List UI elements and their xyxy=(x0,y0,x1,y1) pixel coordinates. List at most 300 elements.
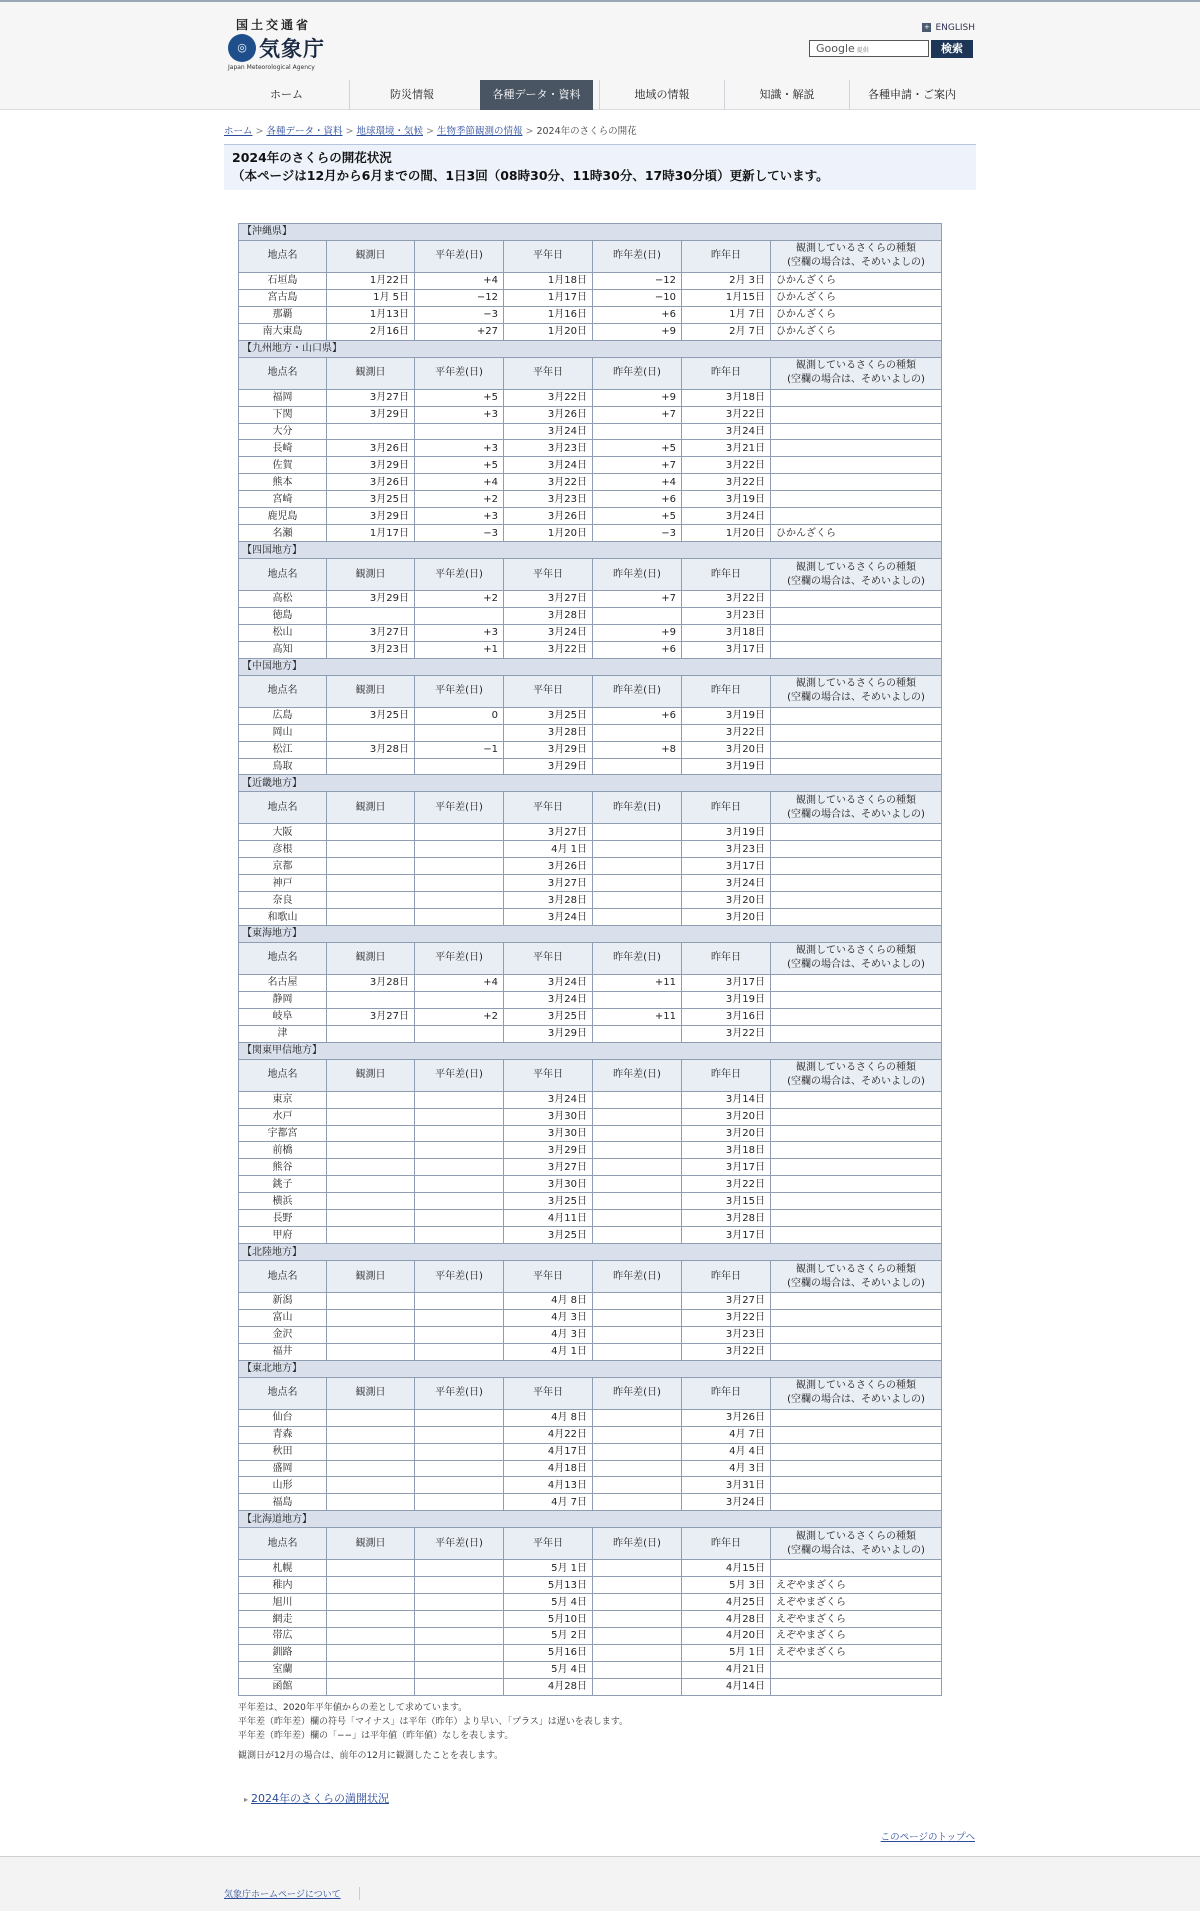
diff-normal xyxy=(415,724,504,741)
observed-date xyxy=(327,1644,415,1661)
diff-last-year xyxy=(593,724,682,741)
observed-date xyxy=(327,1125,415,1142)
last-year-date: 1月 7日 xyxy=(682,306,771,323)
normal-date: 4月 3日 xyxy=(504,1326,593,1343)
global-nav xyxy=(224,80,976,110)
last-year-date: 3月17日 xyxy=(682,1227,771,1244)
observed-date xyxy=(327,1025,415,1042)
diff-normal xyxy=(415,1210,504,1227)
diff-normal xyxy=(415,1142,504,1159)
last-year-date: 2月 7日 xyxy=(682,323,771,340)
cherry-kind xyxy=(771,1343,942,1360)
column-header: 平年差(日) xyxy=(415,792,504,824)
table-row xyxy=(239,991,942,1008)
station-name: 網走 xyxy=(239,1611,327,1628)
last-year-date: 3月22日 xyxy=(682,591,771,608)
table-header-row xyxy=(239,357,942,389)
note-line: 観測日が12月の場合は、前年の12月に観測したことを表します。 xyxy=(238,1751,504,1761)
column-header: 平年差(日) xyxy=(415,675,504,707)
normal-date: 3月24日 xyxy=(504,457,593,474)
diff-last-year xyxy=(593,1025,682,1042)
last-year-date: 3月23日 xyxy=(682,841,771,858)
column-header: 平年差(日) xyxy=(415,357,504,389)
breadcrumb-link[interactable]: 生物季節観測の情報 xyxy=(436,126,523,137)
station-name: 徳島 xyxy=(239,607,327,624)
station-name: 長崎 xyxy=(239,440,327,457)
table-row xyxy=(239,1460,942,1477)
station-name: 宮古島 xyxy=(239,289,327,306)
column-header-kind-line1: 観測しているさくらの種類 xyxy=(796,678,916,690)
column-header: 観測日 xyxy=(327,792,415,824)
search-input[interactable] xyxy=(809,40,929,57)
nav-item[interactable]: 地域の情報 xyxy=(599,80,724,110)
column-header: 観測日 xyxy=(327,1528,415,1560)
last-year-date: 3月24日 xyxy=(682,1494,771,1511)
cherry-kind xyxy=(771,991,942,1008)
breadcrumb-link[interactable]: ホーム xyxy=(224,126,253,137)
column-header-kind xyxy=(771,1528,942,1560)
jma-logo[interactable] xyxy=(228,16,338,72)
diff-last-year xyxy=(593,1193,682,1210)
diff-last-year xyxy=(593,1443,682,1460)
diff-normal xyxy=(415,1108,504,1125)
normal-date: 1月20日 xyxy=(504,525,593,542)
table-row xyxy=(239,1644,942,1661)
cherry-kind xyxy=(771,758,942,775)
last-year-date: 3月22日 xyxy=(682,724,771,741)
normal-date: 3月30日 xyxy=(504,1108,593,1125)
station-name: 名古屋 xyxy=(239,974,327,991)
column-header-kind-line2: (空欄の場合は、そめいよしの) xyxy=(787,374,925,386)
observed-date xyxy=(327,1460,415,1477)
diff-last-year xyxy=(593,1560,682,1577)
cherry-kind: えぞやまざくら xyxy=(771,1577,942,1594)
diff-normal: −3 xyxy=(415,525,504,542)
english-link[interactable] xyxy=(922,23,975,33)
diff-normal: +4 xyxy=(415,474,504,491)
cherry-kind xyxy=(771,1159,942,1176)
normal-date: 4月 1日 xyxy=(504,1343,593,1360)
region-name: 【近畿地方】 xyxy=(239,775,942,792)
last-year-date: 3月23日 xyxy=(682,1326,771,1343)
diff-normal: +3 xyxy=(415,508,504,525)
station-name: 金沢 xyxy=(239,1326,327,1343)
cherry-kind xyxy=(771,423,942,440)
breadcrumb-link[interactable]: 各種データ・資料 xyxy=(266,126,343,137)
observed-date: 3月28日 xyxy=(327,974,415,991)
column-header: 平年差(日) xyxy=(415,942,504,974)
column-header: 平年差(日) xyxy=(415,1528,504,1560)
observed-date: 3月25日 xyxy=(327,491,415,508)
table-row xyxy=(239,1091,942,1108)
normal-date: 3月24日 xyxy=(504,1091,593,1108)
table-header-row xyxy=(239,792,942,824)
diff-normal: +4 xyxy=(415,974,504,991)
diff-normal xyxy=(415,1628,504,1645)
observed-date xyxy=(327,1426,415,1443)
column-header: 地点名 xyxy=(239,1261,327,1293)
last-year-date: 3月26日 xyxy=(682,1409,771,1426)
column-header-kind-line2: (空欄の場合は、そめいよしの) xyxy=(787,575,925,587)
table-row xyxy=(239,491,942,508)
column-header: 平年日 xyxy=(504,1059,593,1091)
normal-date: 3月23日 xyxy=(504,491,593,508)
column-header-kind xyxy=(771,675,942,707)
diff-last-year: +9 xyxy=(593,624,682,641)
diff-last-year: +5 xyxy=(593,508,682,525)
table-row xyxy=(239,1227,942,1244)
diff-last-year: +9 xyxy=(593,323,682,340)
region-name: 【関東甲信地方】 xyxy=(239,1042,942,1059)
station-name: 鳥取 xyxy=(239,758,327,775)
table-row xyxy=(239,591,942,608)
cherry-kind: えぞやまざくら xyxy=(771,1611,942,1628)
cherry-kind xyxy=(771,591,942,608)
region-name: 【中国地方】 xyxy=(239,658,942,675)
observed-date xyxy=(327,1309,415,1326)
observed-date xyxy=(327,1661,415,1678)
column-header: 昨年差(日) xyxy=(593,1059,682,1091)
observed-date xyxy=(327,1343,415,1360)
column-header-kind xyxy=(771,1059,942,1091)
normal-date: 3月22日 xyxy=(504,474,593,491)
full-bloom-link[interactable] xyxy=(244,1790,389,1806)
diff-normal xyxy=(415,1176,504,1193)
normal-date: 3月23日 xyxy=(504,440,593,457)
normal-date: 5月 4日 xyxy=(504,1594,593,1611)
normal-date: 5月 1日 xyxy=(504,1560,593,1577)
column-header: 地点名 xyxy=(239,1528,327,1560)
diff-last-year: +6 xyxy=(593,641,682,658)
observed-date: 3月27日 xyxy=(327,1008,415,1025)
table-row xyxy=(239,909,942,926)
station-name: 大阪 xyxy=(239,824,327,841)
cherry-kind xyxy=(771,389,942,406)
cherry-kind xyxy=(771,1176,942,1193)
cherry-kind: ひかんざくら xyxy=(771,272,942,289)
breadcrumb xyxy=(224,123,637,137)
station-name: 山形 xyxy=(239,1477,327,1494)
diff-last-year xyxy=(593,875,682,892)
last-year-date: 5月 1日 xyxy=(682,1644,771,1661)
normal-date: 4月17日 xyxy=(504,1443,593,1460)
cherry-kind xyxy=(771,724,942,741)
observed-date xyxy=(327,1210,415,1227)
station-name: 水戸 xyxy=(239,1108,327,1125)
site-footer xyxy=(0,1856,1200,1911)
column-header-kind-line2: (空欄の場合は、そめいよしの) xyxy=(787,959,925,971)
table-header-row xyxy=(239,1377,942,1409)
column-header: 平年日 xyxy=(504,1261,593,1293)
diff-normal: +2 xyxy=(415,591,504,608)
column-header: 昨年日 xyxy=(682,357,771,389)
diff-normal xyxy=(415,909,504,926)
chevron-right-icon: > xyxy=(425,126,434,137)
normal-date: 3月27日 xyxy=(504,1159,593,1176)
cherry-kind: えぞやまざくら xyxy=(771,1594,942,1611)
station-name: 福井 xyxy=(239,1343,327,1360)
observed-date: 3月26日 xyxy=(327,474,415,491)
cherry-kind xyxy=(771,474,942,491)
station-name: 福島 xyxy=(239,1494,327,1511)
table-row xyxy=(239,1494,942,1511)
nav-item[interactable]: ホーム xyxy=(270,88,303,101)
site-header xyxy=(0,2,1200,110)
normal-date: 3月28日 xyxy=(504,892,593,909)
nav-item[interactable]: 各種データ・資料 xyxy=(480,80,593,110)
observed-date: 1月13日 xyxy=(327,306,415,323)
observed-date xyxy=(327,824,415,841)
last-year-date: 3月20日 xyxy=(682,1108,771,1125)
normal-date: 3月28日 xyxy=(504,607,593,624)
breadcrumb-link[interactable]: 地球環境・気候 xyxy=(356,126,423,137)
normal-date: 3月27日 xyxy=(504,824,593,841)
station-name: 神戸 xyxy=(239,875,327,892)
observed-date: 3月29日 xyxy=(327,457,415,474)
diff-last-year xyxy=(593,824,682,841)
last-year-date: 3月20日 xyxy=(682,1125,771,1142)
cherry-kind xyxy=(771,841,942,858)
table-row xyxy=(239,1409,942,1426)
normal-date: 3月29日 xyxy=(504,758,593,775)
normal-date: 4月 3日 xyxy=(504,1309,593,1326)
column-header: 地点名 xyxy=(239,675,327,707)
region-row xyxy=(239,1360,942,1377)
table-row xyxy=(239,1125,942,1142)
column-header: 観測日 xyxy=(327,240,415,272)
column-header: 平年日 xyxy=(504,357,593,389)
diff-normal xyxy=(415,1025,504,1042)
column-header: 平年日 xyxy=(504,792,593,824)
column-header-kind-line1: 観測しているさくらの種類 xyxy=(796,243,916,255)
normal-date: 4月13日 xyxy=(504,1477,593,1494)
table-row xyxy=(239,1678,942,1695)
diff-normal: +3 xyxy=(415,624,504,641)
cherry-kind xyxy=(771,892,942,909)
column-header-kind-line1: 観測しているさくらの種類 xyxy=(796,561,916,573)
station-name: 盛岡 xyxy=(239,1460,327,1477)
table-row xyxy=(239,306,942,323)
table-row xyxy=(239,858,942,875)
column-header-kind-line2: (空欄の場合は、そめいよしの) xyxy=(787,808,925,820)
diff-normal xyxy=(415,1611,504,1628)
normal-date: 3月29日 xyxy=(504,1142,593,1159)
diff-normal xyxy=(415,1678,504,1695)
observed-date xyxy=(327,1494,415,1511)
column-header: 昨年日 xyxy=(682,1059,771,1091)
about-site-link[interactable]: 気象庁ホームページについて xyxy=(224,1887,360,1900)
observed-date xyxy=(327,1091,415,1108)
table-row xyxy=(239,1193,942,1210)
page-top-link[interactable]: このページのトップへ xyxy=(880,1832,975,1843)
column-header: 昨年差(日) xyxy=(593,1528,682,1560)
column-header: 平年差(日) xyxy=(415,1261,504,1293)
cherry-kind xyxy=(771,1293,942,1310)
normal-date: 1月18日 xyxy=(504,272,593,289)
diff-normal xyxy=(415,1409,504,1426)
table-row xyxy=(239,1309,942,1326)
normal-date: 3月25日 xyxy=(504,1008,593,1025)
diff-last-year xyxy=(593,1309,682,1326)
region-name: 【北海道地方】 xyxy=(239,1511,942,1528)
diff-last-year xyxy=(593,1142,682,1159)
observed-date: 1月17日 xyxy=(327,525,415,542)
column-header: 観測日 xyxy=(327,1377,415,1409)
table-row xyxy=(239,1210,942,1227)
last-year-date: 4月 4日 xyxy=(682,1443,771,1460)
diff-normal: −3 xyxy=(415,306,504,323)
observed-date xyxy=(327,1443,415,1460)
normal-date: 4月11日 xyxy=(504,1210,593,1227)
nav-item[interactable]: 防災情報 xyxy=(349,80,474,110)
diff-last-year xyxy=(593,1594,682,1611)
region-row xyxy=(239,224,942,241)
last-year-date: 3月24日 xyxy=(682,508,771,525)
table-row xyxy=(239,323,942,340)
column-header-kind xyxy=(771,942,942,974)
nav-item[interactable]: 各種申請・ご案内 xyxy=(849,80,974,110)
cherry-kind xyxy=(771,457,942,474)
diff-last-year xyxy=(593,1108,682,1125)
normal-date: 3月29日 xyxy=(504,741,593,758)
station-name: 東京 xyxy=(239,1091,327,1108)
normal-date: 3月25日 xyxy=(504,707,593,724)
column-header: 昨年差(日) xyxy=(593,559,682,591)
diff-last-year xyxy=(593,758,682,775)
last-year-date: 3月17日 xyxy=(682,641,771,658)
observed-date: 3月28日 xyxy=(327,741,415,758)
cherry-kind xyxy=(771,1108,942,1125)
last-year-date: 3月22日 xyxy=(682,457,771,474)
column-header-kind-line1: 観測しているさくらの種類 xyxy=(796,794,916,806)
column-header: 平年差(日) xyxy=(415,240,504,272)
diff-last-year xyxy=(593,1611,682,1628)
observed-date: 3月25日 xyxy=(327,707,415,724)
last-year-date: 3月22日 xyxy=(682,474,771,491)
plus-icon: + xyxy=(924,23,930,31)
column-header: 平年日 xyxy=(504,240,593,272)
diff-last-year xyxy=(593,1210,682,1227)
diff-last-year xyxy=(593,1159,682,1176)
diff-normal: +5 xyxy=(415,389,504,406)
last-year-date: 3月19日 xyxy=(682,707,771,724)
diff-last-year: +4 xyxy=(593,474,682,491)
last-year-date: 3月21日 xyxy=(682,440,771,457)
nav-item[interactable]: 知識・解説 xyxy=(724,80,849,110)
column-header: 昨年差(日) xyxy=(593,1377,682,1409)
observed-date xyxy=(327,1611,415,1628)
table-row xyxy=(239,525,942,542)
diff-normal xyxy=(415,423,504,440)
column-header: 地点名 xyxy=(239,240,327,272)
station-name: 青森 xyxy=(239,1426,327,1443)
table-row xyxy=(239,289,942,306)
column-header: 観測日 xyxy=(327,559,415,591)
column-header-kind-line2: (空欄の場合は、そめいよしの) xyxy=(787,692,925,704)
region-name: 【東北地方】 xyxy=(239,1360,942,1377)
last-year-date: 1月20日 xyxy=(682,525,771,542)
column-header: 地点名 xyxy=(239,1059,327,1091)
table-row xyxy=(239,607,942,624)
cherry-kind xyxy=(771,1193,942,1210)
agency-name: 気象庁 xyxy=(259,37,325,61)
column-header: 昨年日 xyxy=(682,792,771,824)
search-button[interactable]: 検索 xyxy=(931,40,973,58)
station-name: 石垣島 xyxy=(239,272,327,289)
diff-normal xyxy=(415,991,504,1008)
jma-emblem-icon: ◎ xyxy=(228,34,256,62)
diff-last-year: +11 xyxy=(593,1008,682,1025)
cherry-kind xyxy=(771,824,942,841)
last-year-date: 3月20日 xyxy=(682,892,771,909)
diff-last-year xyxy=(593,1176,682,1193)
region-row xyxy=(239,340,942,357)
cherry-kind: ひかんざくら xyxy=(771,525,942,542)
observed-date xyxy=(327,1159,415,1176)
observed-date xyxy=(327,607,415,624)
table-row xyxy=(239,272,942,289)
station-name: 岡山 xyxy=(239,724,327,741)
cherry-kind xyxy=(771,1460,942,1477)
cherry-kind xyxy=(771,1560,942,1577)
column-header-kind xyxy=(771,240,942,272)
station-name: 富山 xyxy=(239,1309,327,1326)
table-header-row xyxy=(239,942,942,974)
cherry-kind xyxy=(771,607,942,624)
cherry-kind xyxy=(771,1142,942,1159)
observed-date: 2月16日 xyxy=(327,323,415,340)
normal-date: 3月24日 xyxy=(504,624,593,641)
column-header-kind-line2: (空欄の場合は、そめいよしの) xyxy=(787,1076,925,1088)
normal-date: 4月 1日 xyxy=(504,841,593,858)
region-name: 【東海地方】 xyxy=(239,926,942,943)
normal-date: 3月30日 xyxy=(504,1176,593,1193)
cherry-kind xyxy=(771,1678,942,1695)
observed-date: 1月 5日 xyxy=(327,289,415,306)
station-name: 松江 xyxy=(239,741,327,758)
cherry-kind xyxy=(771,624,942,641)
column-header: 地点名 xyxy=(239,942,327,974)
table-row xyxy=(239,508,942,525)
diff-normal xyxy=(415,1159,504,1176)
normal-date: 3月28日 xyxy=(504,724,593,741)
cherry-kind xyxy=(771,1477,942,1494)
observed-date xyxy=(327,1108,415,1125)
diff-normal xyxy=(415,1460,504,1477)
table-row xyxy=(239,1611,942,1628)
table-row xyxy=(239,1628,942,1645)
last-year-date: 1月15日 xyxy=(682,289,771,306)
station-name: 佐賀 xyxy=(239,457,327,474)
diff-last-year xyxy=(593,1661,682,1678)
diff-last-year xyxy=(593,1644,682,1661)
observed-date xyxy=(327,724,415,741)
note-line: 平年差は、2020年平年値からの差として求めています。 xyxy=(238,1703,468,1713)
diff-normal xyxy=(415,875,504,892)
normal-date: 3月25日 xyxy=(504,1227,593,1244)
diff-last-year: +7 xyxy=(593,406,682,423)
last-year-date: 3月24日 xyxy=(682,875,771,892)
last-year-date: 3月16日 xyxy=(682,1008,771,1025)
diff-last-year: +6 xyxy=(593,491,682,508)
station-name: 奈良 xyxy=(239,892,327,909)
diff-last-year xyxy=(593,1477,682,1494)
diff-normal xyxy=(415,1477,504,1494)
normal-date: 5月13日 xyxy=(504,1577,593,1594)
cherry-kind xyxy=(771,641,942,658)
diff-last-year xyxy=(593,991,682,1008)
station-name: 福岡 xyxy=(239,389,327,406)
